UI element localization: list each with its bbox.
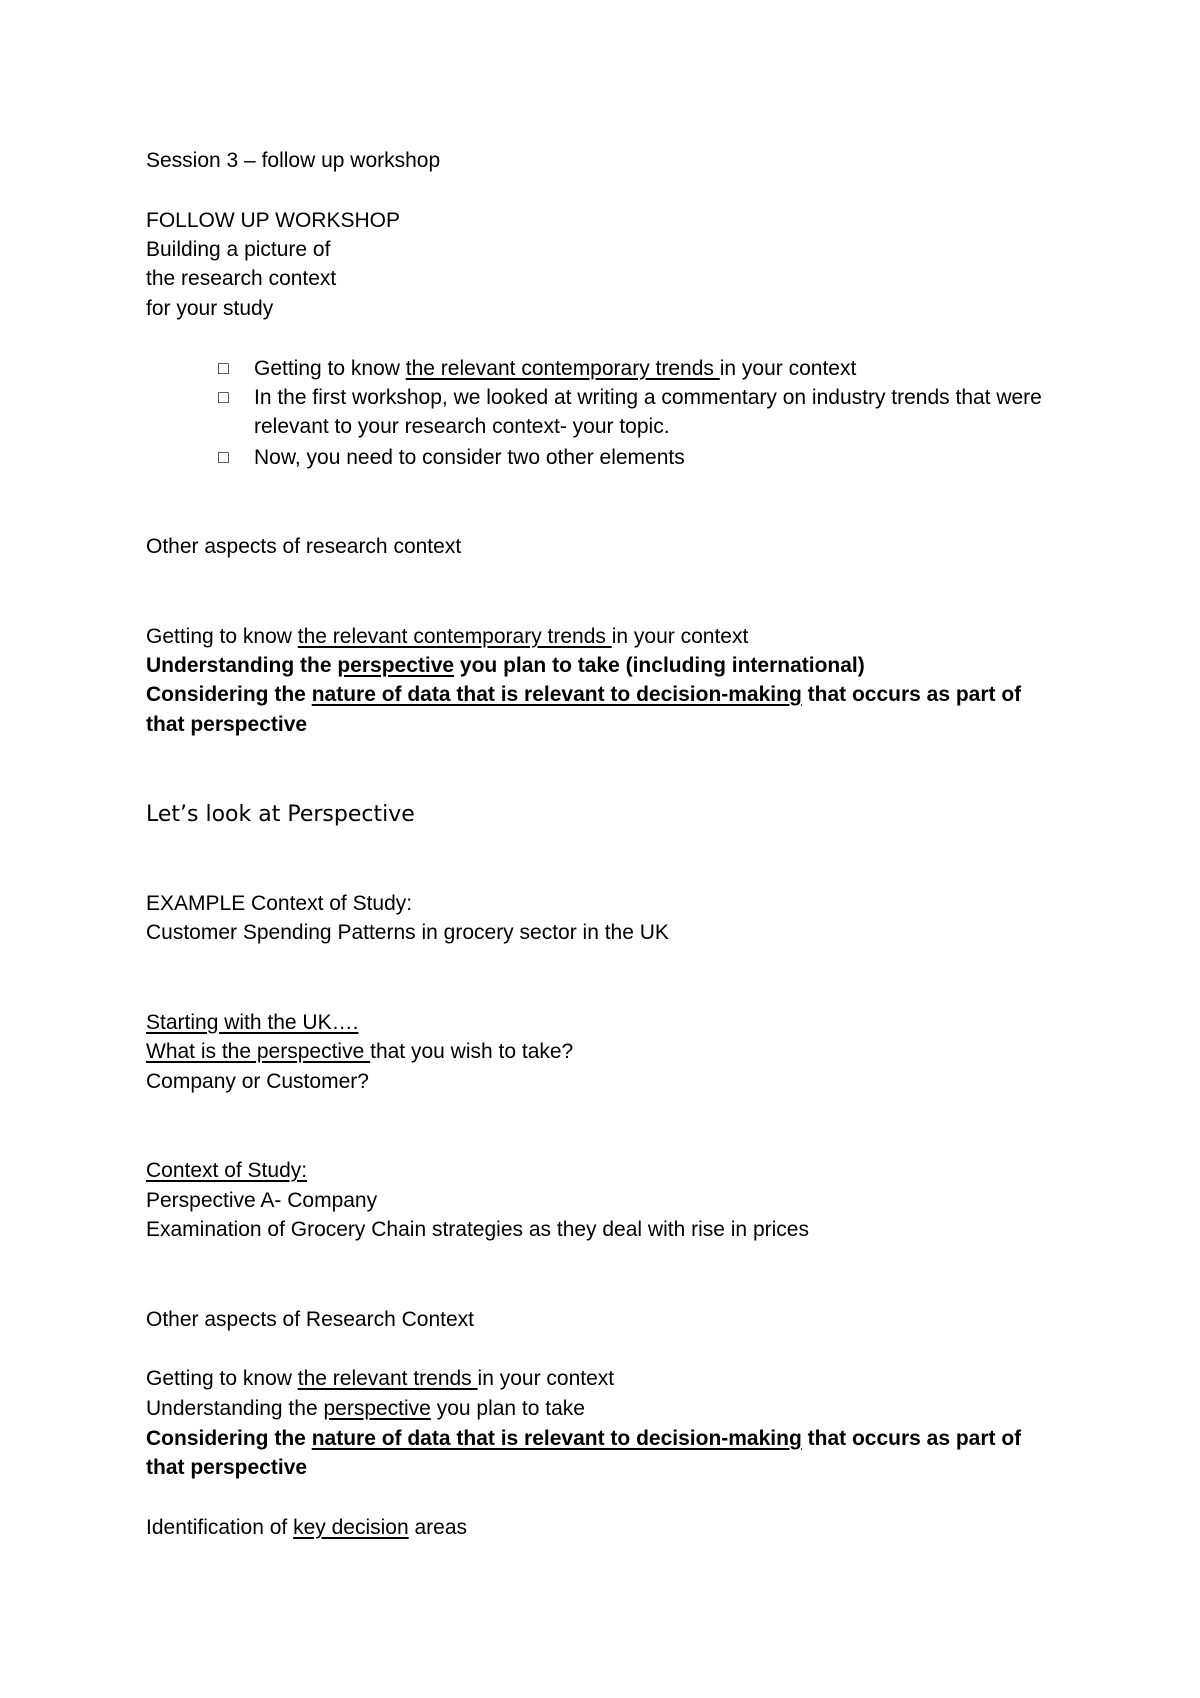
uk-line-2 (146, 1037, 573, 1066)
section1-line-2 (146, 651, 865, 680)
context-line-1: Context of Study: (146, 1159, 308, 1182)
bullet-text (254, 354, 1074, 383)
bullet-item-1 (218, 354, 1074, 383)
text-pre: Considering the (146, 1427, 312, 1450)
section1-line-4: that perspective (146, 713, 308, 736)
section1-line-3 (146, 680, 1021, 709)
bullet-icon: □ (218, 447, 229, 467)
text-underlined: the relevant contemporary trends (297, 625, 612, 648)
section2-line-4: that perspective (146, 1456, 308, 1479)
text-pre: Understanding the (146, 1397, 324, 1420)
perspective-heading: Let’s look at Perspective (146, 802, 415, 827)
text-post: areas (408, 1516, 468, 1539)
bullet-text: In the first workshop, we looked at writing a commentary on industry trends that were relevant to your research context- your topic. (254, 386, 1042, 438)
text-post: you plan to take (including international) (454, 654, 865, 677)
section2-heading: Other aspects of Research Context (146, 1308, 474, 1331)
bullet-text-pre: Getting to know (254, 357, 406, 380)
text-underlined: perspective (323, 1397, 431, 1420)
text-underlined: the relevant trends (297, 1367, 478, 1390)
example-line-1: EXAMPLE Context of Study: (146, 892, 413, 915)
bullet-icon: □ (218, 387, 229, 407)
text-post: that occurs as part of (801, 1427, 1022, 1450)
text-post: that you wish to take? (370, 1040, 574, 1063)
section2-line-1 (146, 1364, 614, 1393)
bullet-item-3 (218, 443, 1074, 472)
uk-line-1: Starting with the UK…. (146, 1011, 359, 1034)
text-pre: Identification of (146, 1516, 294, 1539)
bullet-icon: □ (218, 358, 229, 378)
context-line-3: Examination of Grocery Chain strategies as they deal with rise in prices (146, 1218, 809, 1241)
intro-line-4: for your study (146, 297, 274, 320)
text-underlined: nature of data that is relevant to decision-making (311, 683, 802, 706)
section2-line-2 (146, 1394, 585, 1423)
bullet-text-post: in your context (719, 357, 857, 380)
session-title: Session 3 – follow up workshop (146, 149, 441, 172)
text-underlined: perspective (337, 654, 455, 677)
bullet-item-2 (218, 383, 1074, 441)
text-pre: Getting to know (146, 625, 298, 648)
text-post: in your context (611, 625, 749, 648)
text-pre: Understanding the (146, 654, 338, 677)
text-underlined: key decision (293, 1516, 409, 1539)
text-pre: Getting to know (146, 1367, 298, 1390)
section1-line-1 (146, 622, 748, 651)
section2-line-3 (146, 1424, 1021, 1453)
intro-line-1: FOLLOW UP WORKSHOP (146, 209, 400, 232)
uk-line-3: Company or Customer? (146, 1070, 369, 1093)
example-line-2: Customer Spending Patterns in grocery sector in the UK (146, 921, 669, 944)
text-underlined: What is the perspective (146, 1040, 371, 1063)
intro-line-3: the research context (146, 267, 337, 290)
bullet-text-underlined: the relevant contemporary trends (405, 357, 720, 380)
section2-line-5 (146, 1513, 467, 1542)
text-post: in your context (477, 1367, 615, 1390)
text-post: that occurs as part of (801, 683, 1022, 706)
text-underlined: nature of data that is relevant to decision-making (311, 1427, 802, 1450)
section1-heading: Other aspects of research context (146, 535, 462, 558)
intro-line-2: Building a picture of (146, 238, 331, 261)
context-line-2: Perspective A- Company (146, 1189, 378, 1212)
bullet-text: Now, you need to consider two other elements (254, 446, 685, 469)
text-post: you plan to take (430, 1397, 585, 1420)
text-pre: Considering the (146, 683, 312, 706)
